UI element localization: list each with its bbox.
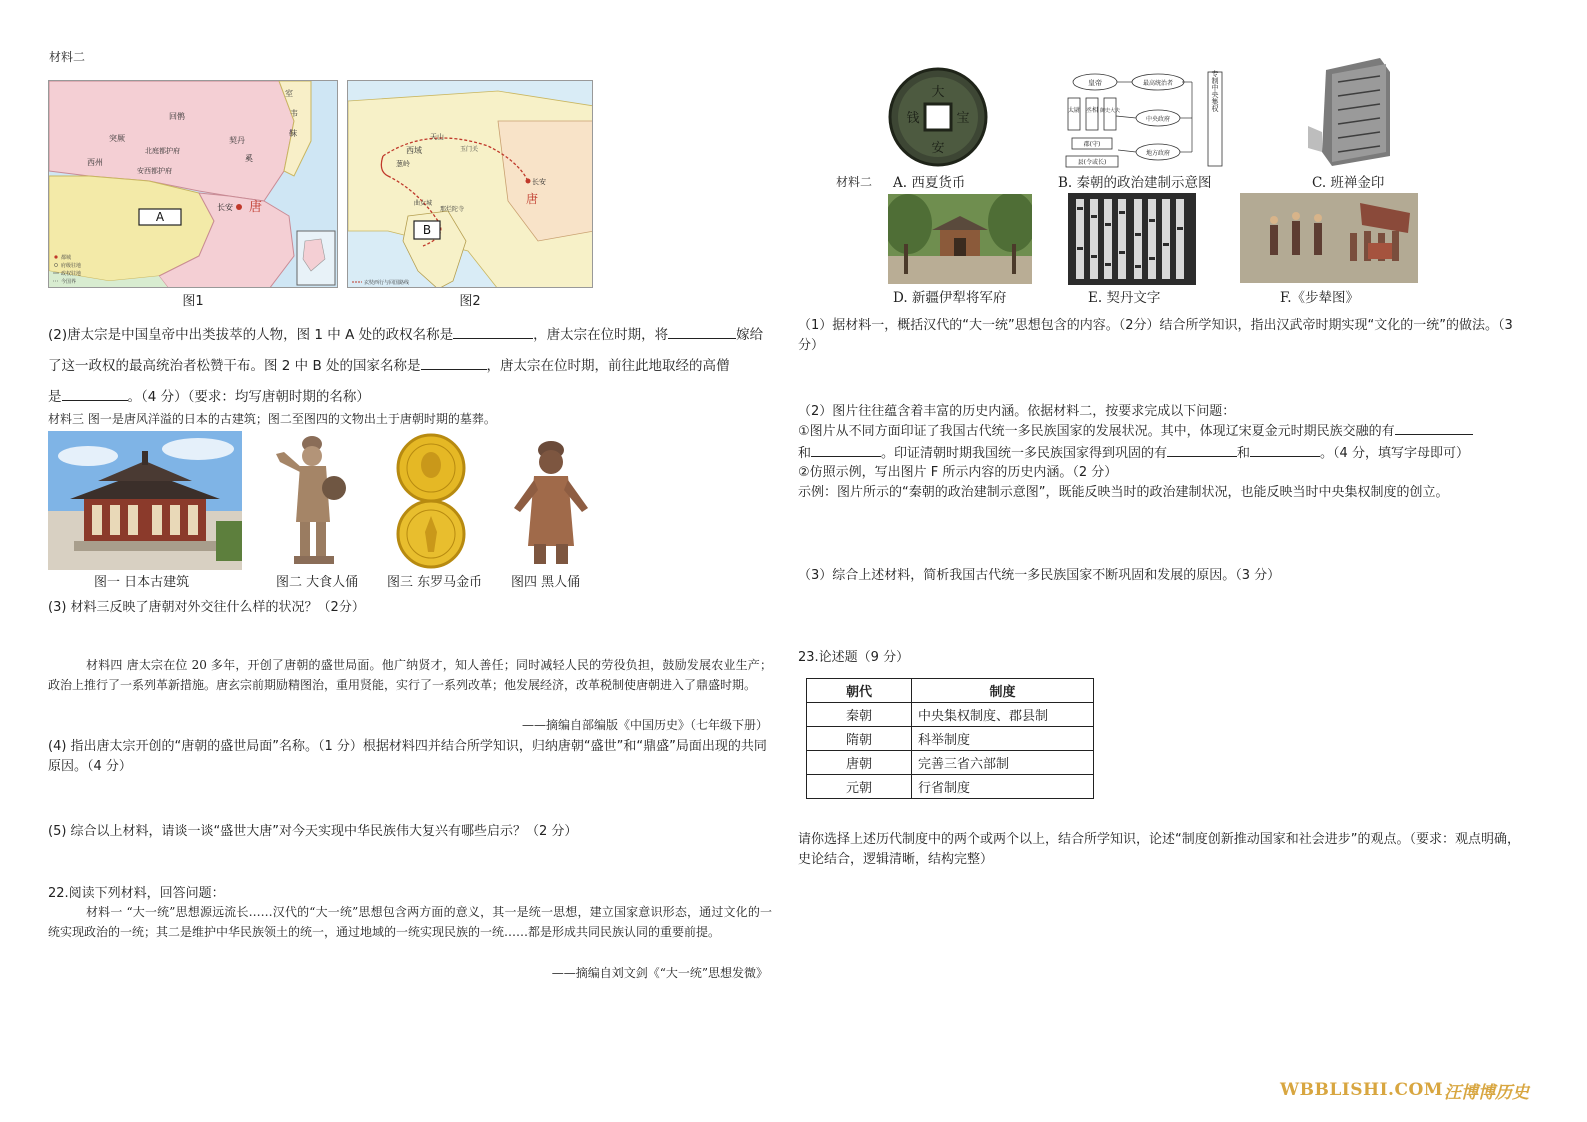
xuanzang-route-map-svg xyxy=(348,81,593,288)
map2-legend: 玄奘西行与回国路线 xyxy=(364,280,410,286)
diagram-jun: 郡(守) xyxy=(1083,141,1101,148)
material2-label-left: 材料二 xyxy=(49,50,86,64)
right-question-2-example: 示例：图片所示的“秦朝的政治建制示意图”，既能反映当时的政治建制状况，也能反映当时中央集权制度的创立。 xyxy=(798,485,1449,500)
diagram-emperor: 皇帝 xyxy=(1088,79,1102,87)
coin-char-bottom: 安 xyxy=(931,141,945,156)
question-23-title: 23.论述题（9 分） xyxy=(798,650,910,665)
table-row xyxy=(807,727,1094,751)
roman-gold-coins-photo xyxy=(394,432,468,570)
map1-place-1: 韦 xyxy=(290,109,298,118)
left-q2-line3 xyxy=(48,382,776,413)
material1-text: 材料一 “大一统”思想源远流长……汉代的“大一统”思想包含两方面的意义，其一是统一思想，建立国家意识形态，通过文化的一统实现政治的一统；其二是维护中华民族领土的统一，通过地域的一统实现民族的一统……都是形成共同民族认同的重要前提。 xyxy=(48,905,772,939)
map1-legend-3: 今国界 xyxy=(61,279,77,285)
map1-place-8: 北庭都护府 xyxy=(145,147,180,155)
table-cell-dynasty: 秦朝 xyxy=(807,703,912,727)
table-row xyxy=(807,751,1094,775)
right-q2-1a: ①图片从不同方面印证了我国古代统一多民族国家的发展状况。其中，体现辽宋夏金元时期民族交融的有 xyxy=(798,424,1395,439)
diagram-central: 中央政府 xyxy=(1145,116,1171,123)
left-q2-text-3a: 是 xyxy=(48,389,62,405)
khitan-script-photo xyxy=(1068,193,1196,285)
diagram-yushi: 御史大夫 xyxy=(1099,108,1121,114)
xuanzang-route-map xyxy=(347,80,593,288)
question-22-title: 22.阅读下列材料，回答问题： xyxy=(48,886,225,901)
map1-place-7: 西州 xyxy=(87,158,103,167)
left-q2-text-1c: 嫁给 xyxy=(736,327,764,343)
map1-place-2: 靺 xyxy=(289,129,297,138)
map2-tang-label: 唐 xyxy=(526,192,539,206)
fig2-caption: 图2 xyxy=(459,294,481,309)
material3-caption-3: 图三 东罗马金币 xyxy=(387,575,483,590)
map1-place-0: 室 xyxy=(285,89,293,98)
caption-e: E. 契丹文字 xyxy=(1088,290,1161,306)
blank-monk[interactable] xyxy=(62,386,128,401)
right-q2-1e: 。（4 分，填写字母即可） xyxy=(1320,446,1469,461)
diagram-side-text: 君主专制中央集权 xyxy=(1211,70,1219,112)
left-q2-text-2: 了这一政权的最高统治者松赞干布。图 2 中 B 处的国家名称是 xyxy=(48,358,421,374)
map1-legend-1: 府级驻地 xyxy=(61,263,82,269)
table-cell-dynasty: 隋朝 xyxy=(807,727,912,751)
blank-qing-2[interactable] xyxy=(1250,442,1320,457)
question-23-text: 请你选择上述历代制度中的两个或两个以上，结合所学知识，论述“制度创新推动国家和社会进步”的观点。（要求：观点明确，史论结合，逻辑清晰，结构完整） xyxy=(798,832,1520,867)
black-figurine-photo xyxy=(508,436,594,570)
left-question-3: (3) 材料三反映了唐朝对外交往什么样的状况？（2分） xyxy=(48,600,365,615)
map1-place-3: 回鹘 xyxy=(169,112,185,121)
right-question-3: （3）综合上述材料，简析我国古代统一多民族国家不断巩固和发展的原因。（3 分） xyxy=(798,568,1281,583)
xixia-coin-photo xyxy=(887,66,989,168)
map1-place-4: 突厥 xyxy=(109,134,125,143)
material1-source: ——摘编自刘文剑《“大一统”思想发微》 xyxy=(551,966,768,980)
material3-caption-2: 图二 大食人俑 xyxy=(276,575,359,590)
table-cell-system: 中央集权制度、郡县制 xyxy=(912,703,1094,727)
qin-political-system-diagram xyxy=(1062,70,1230,170)
map2-label-2: 玉门关 xyxy=(460,146,479,153)
table-header-dynasty: 朝代 xyxy=(807,679,912,703)
tang-territory-map xyxy=(48,80,338,288)
left-q2-line2 xyxy=(48,351,776,382)
diagram-local: 地方政府 xyxy=(1145,150,1171,157)
material2-label-right: 材料二 xyxy=(836,175,873,189)
bunian-painting-photo xyxy=(1240,193,1418,283)
blank-b-country[interactable] xyxy=(421,355,487,370)
caption-c: C. 班禅金印 xyxy=(1312,175,1385,191)
watermark-site: WBBLISHI.COM xyxy=(1280,1080,1444,1100)
table-cell-dynasty: 唐朝 xyxy=(807,751,912,775)
table-header-row xyxy=(807,679,1094,703)
diagram-taiwei: 太尉 xyxy=(1067,107,1081,114)
table-cell-system: 行省制度 xyxy=(912,775,1094,799)
coin-char-top: 大 xyxy=(931,85,945,100)
left-q2-text-1: (2)唐太宗是中国皇帝中出类拔萃的人物，图 1 中 A 处的政权名称是 xyxy=(48,327,454,343)
map2-label-1: 西域 xyxy=(406,146,422,155)
panchen-seal-photo xyxy=(1308,56,1396,168)
right-q2-1c: 。印证清朝时期我国统一多民族国家得到巩固的有 xyxy=(881,446,1168,461)
institutions-table xyxy=(806,678,1094,799)
coin-char-left: 钱 xyxy=(906,111,920,126)
right-q2-and-1: 和 xyxy=(798,446,812,461)
fig1-caption: 图1 xyxy=(182,294,204,309)
material3-text: 材料三 图一是唐风洋溢的日本的古建筑；图二至图四的文物出土于唐朝时期的墓葬。 xyxy=(48,412,496,426)
arab-figurine-photo xyxy=(272,432,354,570)
table-cell-system: 完善三省六部制 xyxy=(912,751,1094,775)
map1-place-5: 契丹 xyxy=(229,136,245,145)
yili-general-mansion-photo xyxy=(888,194,1032,284)
left-q2-text-3b: 。（4 分）（要求：均写唐朝时期的名称） xyxy=(127,389,370,405)
map1-legend-2: 政权驻地 xyxy=(61,271,82,277)
map1-place-6: 奚 xyxy=(245,154,253,163)
left-question-2 xyxy=(48,320,776,413)
map1-changan-label: 长安 xyxy=(217,203,233,212)
diagram-chengxiang: 丞相 xyxy=(1085,107,1099,114)
left-q2-line1 xyxy=(48,320,776,351)
left-question-5: (5) 综合以上材料，请谈一谈“盛世大唐”对今天实现中华民族伟大复兴有哪些启示？（2 分） xyxy=(48,824,578,839)
map2-changan-label: 长安 xyxy=(532,178,546,186)
right-question-1: （1）据材料一，概括汉代的“大一统”思想包含的内容。（2分）结合所学知识，指出汉武帝时期实现“文化的一统”的做法。（3分） xyxy=(798,318,1513,353)
table-row xyxy=(807,703,1094,727)
blank-fusion-2[interactable] xyxy=(811,442,881,457)
map1-tang-label: 唐 xyxy=(249,200,263,215)
table-cell-dynasty: 元朝 xyxy=(807,775,912,799)
map2-region-b-label: B xyxy=(422,223,432,237)
blank-fusion-1[interactable] xyxy=(1395,420,1473,435)
japan-temple-photo xyxy=(48,431,242,570)
map2-label-4: 那烂陀寺 xyxy=(440,206,465,213)
diagram-xian: 县(令或长) xyxy=(1077,159,1107,166)
left-q2-text-2b: ，唐太宗在位时期，前往此地取经的高僧 xyxy=(486,358,730,374)
map1-place-9: 安西都护府 xyxy=(137,167,172,175)
caption-d: D. 新疆伊犁将军府 xyxy=(893,290,1007,306)
caption-f: F.《步辇图》 xyxy=(1280,290,1360,306)
map2-label-0: 天山 xyxy=(430,133,444,141)
material3-caption-4: 图四 黑人俑 xyxy=(511,575,581,590)
caption-a: A. 西夏货币 xyxy=(893,175,966,191)
map2-label-3: 葱岭 xyxy=(396,160,410,168)
map1-region-a-label: A xyxy=(155,210,165,224)
table-cell-system: 科举制度 xyxy=(912,727,1094,751)
left-question-4: (4) 指出唐太宗开创的“唐朝的盛世局面”名称。（1 分）根据材料四并结合所学知识，归纳唐朝“盛世”和“鼎盛”局面出现的共同原因。（4 分） xyxy=(48,739,767,774)
coin-char-right: 宝 xyxy=(956,111,970,126)
table-header-system: 制度 xyxy=(912,679,1094,703)
blank-qing-1[interactable] xyxy=(1167,442,1237,457)
right-q2-and-2: 和 xyxy=(1237,446,1251,461)
table-row xyxy=(807,775,1094,799)
right-question-2-part1 xyxy=(798,420,1528,464)
map2-label-5: 曲女城 xyxy=(414,200,433,207)
material4-text: 材料四 唐太宗在位 20 多年，开创了唐朝的盛世局面。他广纳贤才，知人善任；同时减轻人民的劳役负担，鼓励发展农业生产；政治上推行了一系列革新措施。唐玄宗前期励精图治，重用贤能，实行了一系列改革；他发展经济，改革税制使唐朝进入了鼎盛时期。 xyxy=(48,658,772,692)
left-q2-text-1b: ，唐太宗在位时期，将 xyxy=(533,327,669,343)
caption-b: B. 秦朝的政治建制示意图 xyxy=(1058,175,1212,191)
blank-a-regime[interactable] xyxy=(453,324,533,339)
diagram-supreme: 最高统治者 xyxy=(1142,80,1174,87)
tang-territory-map-svg xyxy=(49,81,338,288)
watermark-brand: 汪博博历史 xyxy=(1444,1083,1529,1103)
blank-princess[interactable] xyxy=(668,324,736,339)
right-question-2-title: （2）图片往往蕴含着丰富的历史内涵。依据材料二，按要求完成以下问题： xyxy=(798,404,1236,419)
right-question-2-part2: ②仿照示例，写出图片 F 所示内容的历史内涵。（2 分） xyxy=(798,465,1118,480)
material3-captions xyxy=(48,571,608,589)
material4-source: ——摘编自部编版《中国历史》（七年级下册） xyxy=(521,718,768,732)
material3-caption-1: 图一 日本古建筑 xyxy=(94,575,190,590)
map1-legend-0: 都城 xyxy=(61,255,72,261)
